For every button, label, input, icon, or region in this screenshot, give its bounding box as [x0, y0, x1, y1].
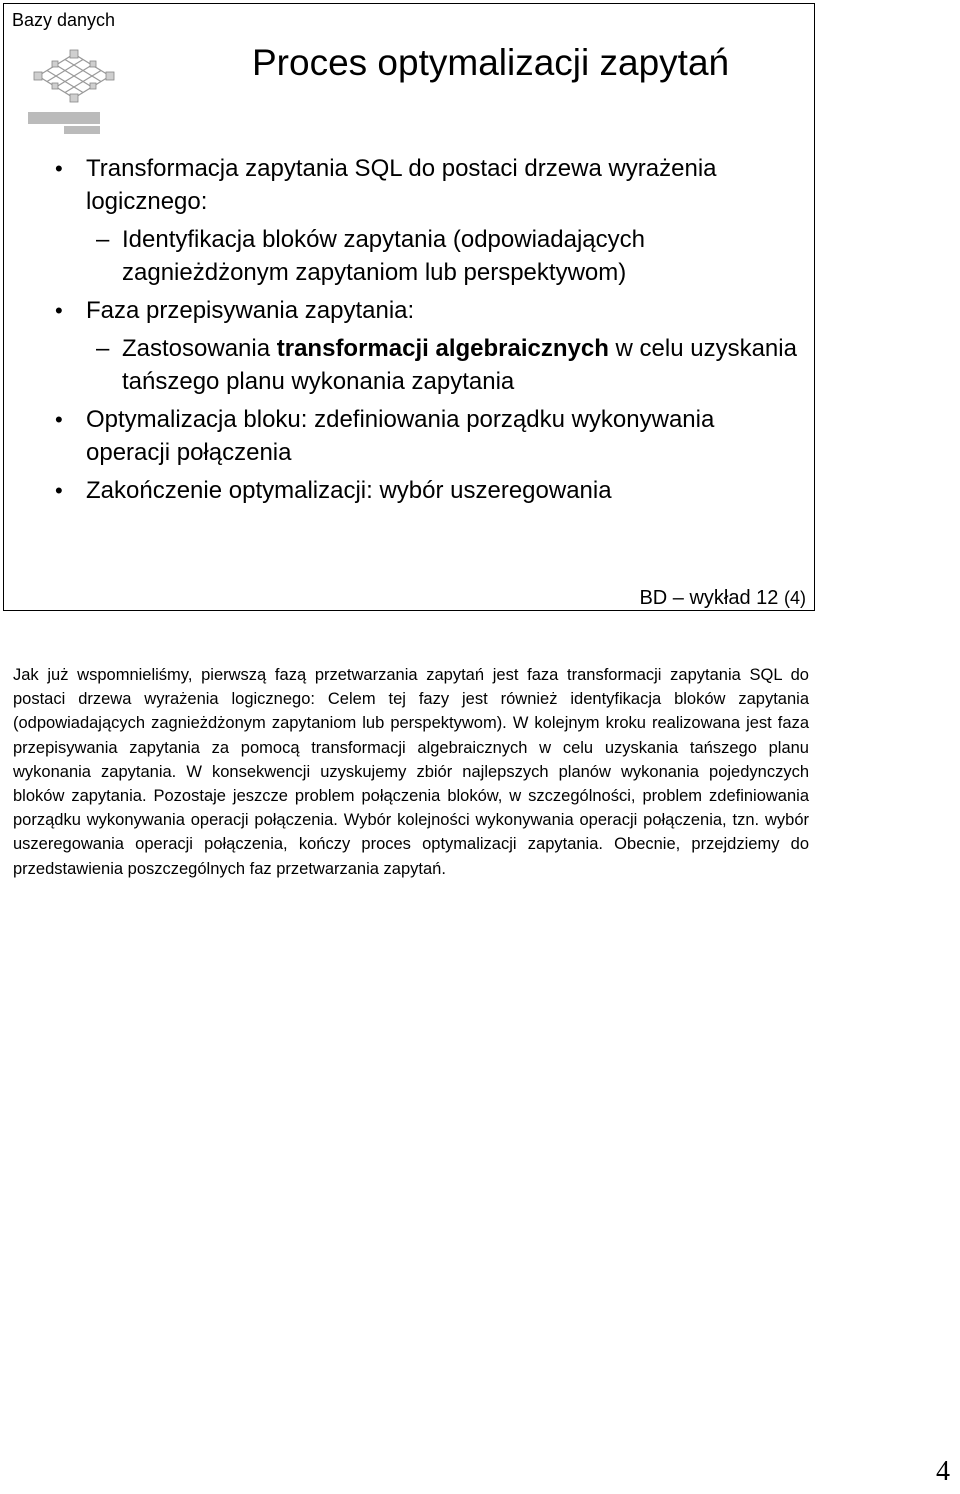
bullet-dot-icon: •: [55, 156, 63, 181]
sub-bullet-text-end: w celu uzyskania tańszego planu wykonania zapytania: [122, 335, 797, 395]
slide-title: Proces optymalizacji zapytań: [252, 42, 730, 83]
bullet-text: Zakończenie optymalizacji: wybór uszeregowania: [86, 477, 612, 504]
sub-bullet-text: Identyfikacja bloków zapytania (odpowiadających zagnieżdżonym zapytaniom lub perspektywom): [122, 226, 645, 286]
sub-bullet-text-bold: transformacji algebraicznych: [276, 335, 609, 362]
footer-label: BD – wykład 12: [639, 587, 779, 609]
logo-mark: [28, 112, 100, 134]
bullet-text: Transformacja zapytania SQL do postaci drzewa wyrażenia logicznego:: [86, 155, 717, 215]
sub-bullet-item: [4, 332, 804, 398]
slide-footer: [639, 586, 806, 610]
bullet-text: Faza przepisywania zapytania:: [86, 297, 415, 324]
bullet-item: [4, 474, 804, 507]
bullet-dot-icon: •: [55, 407, 63, 432]
bullet-item: [4, 294, 804, 327]
bullet-dot-icon: •: [55, 478, 63, 503]
dash-icon: –: [96, 226, 110, 253]
uczelnia-logo: [26, 36, 122, 136]
bullet-item: [4, 403, 804, 469]
bullet-item: [4, 152, 804, 218]
footer-slide-number: (4): [784, 588, 806, 608]
dash-icon: –: [96, 335, 110, 362]
course-label: Bazy danych: [12, 10, 116, 30]
slide-frame: [3, 3, 815, 611]
lecture-notes: Jak już wspomnieliśmy, pierwszą fazą przetwarzania zapytań jest faza transformacji zapytania SQL do postaci drzewa wyrażenia logicznego: Celem tej fazy jest również identyfikacja bloków zapytania (odpowiadających zagnieżdżonym zapytaniom lub perspektywom). W kolejnym kroku realizowana jest faza przepisywania zapytania za pomocą transformacji algebraicznych w celu uzyskania tańszego planu wykonania zapytania. W konsekwencji uzyskujemy zbiór najlepszych planów wykonania pojedynczych bloków zapytania. Pozostaje jeszcze problem połączenia bloków, w szczególności, problem zdefiniowania porządku wykonywania operacji połączenia. Wybór kolejności wykonywania operacji połączenia, tzn. wybór uszeregowania operacji połączenia, kończy proces optymalizacji zapytania. Obecnie, przejdziemy do przedstawienia poszczególnych faz przetwarzania zapytań.: [13, 666, 809, 878]
sub-bullet-text-start: Zastosowania: [122, 335, 277, 362]
bullet-text: Optymalizacja bloku: zdefiniowania porządku wykonywania operacji połączenia: [86, 406, 715, 466]
bullet-dot-icon: •: [55, 298, 63, 323]
bullet-list: [4, 152, 804, 512]
page-number: 4: [936, 1456, 950, 1487]
sub-bullet-item: [4, 223, 804, 289]
